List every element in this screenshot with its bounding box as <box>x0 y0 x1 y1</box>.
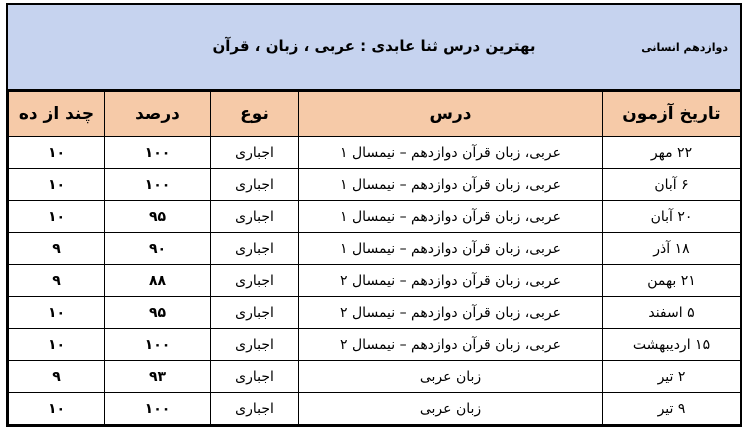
type-cell: اجباری <box>211 329 299 361</box>
score-cell: ۹ <box>9 361 105 393</box>
lesson-cell: عربی، زبان قرآن دوازدهم – نیمسال ۱ <box>299 137 603 169</box>
score-cell: ۱۰ <box>9 137 105 169</box>
percent-cell: ۹۵ <box>105 201 211 233</box>
lesson-cell: زبان عربی <box>299 361 603 393</box>
header-lesson: درس <box>299 92 603 137</box>
type-cell: اجباری <box>211 201 299 233</box>
score-cell: ۱۰ <box>9 201 105 233</box>
lesson-cell: عربی، زبان قرآن دوازدهم – نیمسال ۲ <box>299 329 603 361</box>
percent-cell: ۱۰۰ <box>105 329 211 361</box>
table-row <box>9 329 741 361</box>
results-table <box>8 91 741 425</box>
percent-cell: ۱۰۰ <box>105 393 211 425</box>
percent-cell: ۹۰ <box>105 233 211 265</box>
percent-cell: ۹۵ <box>105 297 211 329</box>
table-row <box>9 233 741 265</box>
page-title: بهترین درس ثنا عابدی : عربی ، زبان ، قرآن <box>212 37 536 55</box>
lesson-cell: عربی، زبان قرآن دوازدهم – نیمسال ۲ <box>299 265 603 297</box>
type-cell: اجباری <box>211 169 299 201</box>
percent-cell: ۱۰۰ <box>105 137 211 169</box>
table-row <box>9 361 741 393</box>
report-frame <box>6 3 742 427</box>
lesson-cell: عربی، زبان قرآن دوازدهم – نیمسال ۱ <box>299 201 603 233</box>
table-row <box>9 201 741 233</box>
header-row <box>9 92 741 137</box>
table-body <box>9 137 741 425</box>
score-cell: ۱۰ <box>9 297 105 329</box>
type-cell: اجباری <box>211 297 299 329</box>
score-cell: ۱۰ <box>9 329 105 361</box>
type-cell: اجباری <box>211 393 299 425</box>
date-cell: ۲ تیر <box>603 361 741 393</box>
type-cell: اجباری <box>211 265 299 297</box>
lesson-cell: عربی، زبان قرآن دوازدهم – نیمسال ۱ <box>299 169 603 201</box>
title-banner <box>8 5 740 91</box>
type-cell: اجباری <box>211 137 299 169</box>
lesson-cell: زبان عربی <box>299 393 603 425</box>
grade-label: دوازدهم انسانی <box>641 41 728 54</box>
header-percent: درصد <box>105 92 211 137</box>
table-row <box>9 137 741 169</box>
table-row <box>9 393 741 425</box>
table-row <box>9 297 741 329</box>
date-cell: ۵ اسفند <box>603 297 741 329</box>
date-cell: ۲۰ آبان <box>603 201 741 233</box>
date-cell: ۱۵ اردیبهشت <box>603 329 741 361</box>
header-score: چند از ده <box>9 92 105 137</box>
type-cell: اجباری <box>211 233 299 265</box>
score-cell: ۱۰ <box>9 393 105 425</box>
date-cell: ۱۸ آذر <box>603 233 741 265</box>
date-cell: ۹ تیر <box>603 393 741 425</box>
lesson-cell: عربی، زبان قرآن دوازدهم – نیمسال ۱ <box>299 233 603 265</box>
table-row <box>9 169 741 201</box>
score-cell: ۱۰ <box>9 169 105 201</box>
table-row <box>9 265 741 297</box>
date-cell: ۲۱ بهمن <box>603 265 741 297</box>
header-type: نوع <box>211 92 299 137</box>
date-cell: ۶ آبان <box>603 169 741 201</box>
score-cell: ۹ <box>9 265 105 297</box>
percent-cell: ۸۸ <box>105 265 211 297</box>
type-cell: اجباری <box>211 361 299 393</box>
score-cell: ۹ <box>9 233 105 265</box>
lesson-cell: عربی، زبان قرآن دوازدهم – نیمسال ۲ <box>299 297 603 329</box>
date-cell: ۲۲ مهر <box>603 137 741 169</box>
header-date: تاریخ آزمون <box>603 92 741 137</box>
percent-cell: ۱۰۰ <box>105 169 211 201</box>
percent-cell: ۹۳ <box>105 361 211 393</box>
